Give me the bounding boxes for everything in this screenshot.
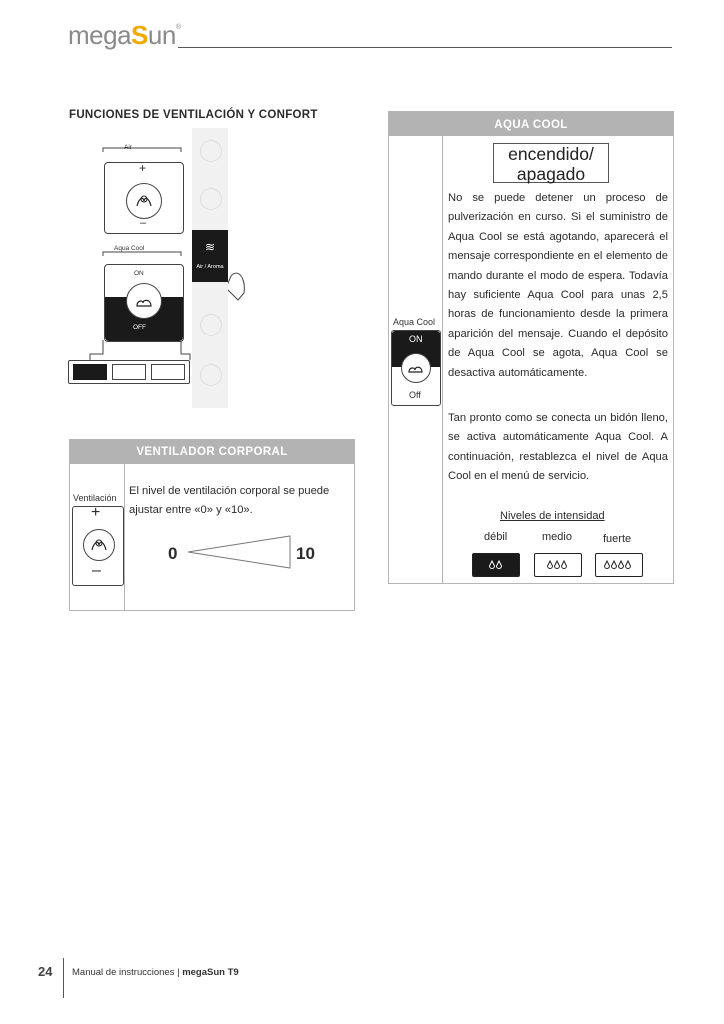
section-title: FUNCIONES DE VENTILACIÓN Y CONFORT	[69, 109, 318, 121]
ventilador-table	[69, 439, 355, 611]
ventilador-text: El nivel de ventilación corporal se puede ajustar entre «0» y «10».	[129, 485, 330, 517]
footer-product: megaSun T9	[182, 967, 239, 978]
level-mid-button[interactable]	[534, 553, 582, 577]
drops-icon	[603, 559, 635, 571]
aqua-cool-paragraph-1: No se puede detener un proceso de pulverización en curso. Si el suministro de Aqua Cool se está agotando, aparecerá el mensaje correspondiente en el elemento de mando durante el modo de espera. Todavía hay suficiente Aqua Cool para unas 2,5 horas de funcionamiento desde la primera aparición del mensaje. Cuando el depósito de Aqua Cool se agota, Aqua Cool se desactiva automáticamente.	[448, 192, 668, 379]
level-label-low: débil	[484, 531, 508, 543]
air-aroma-button[interactable]: ≋ Air / Aroma	[192, 230, 228, 282]
drops-icon	[486, 559, 506, 571]
air-minus-button[interactable]: –	[140, 217, 147, 229]
ventilation-range-wedge	[186, 534, 292, 570]
drops-icon	[545, 559, 571, 571]
ventilacion-plus-button[interactable]: +	[91, 504, 101, 521]
levels-title: Niveles de intensidad	[500, 510, 605, 522]
side-on-label: ON	[409, 334, 423, 344]
ventilador-header: VENTILADOR CORPORAL	[70, 440, 354, 464]
fan-icon	[133, 192, 155, 210]
aqua-cool-panel-label: Aqua Cool	[114, 245, 145, 252]
aqua-cool-side-label: Aqua Cool	[393, 317, 436, 327]
aqua-cool-header: AQUA COOL	[389, 112, 673, 136]
intensity-selector	[68, 360, 190, 384]
intensity-low-button[interactable]	[73, 364, 107, 380]
side-off-label: Off	[409, 390, 421, 400]
spray-icon	[134, 294, 154, 308]
air-label: Air	[124, 144, 132, 151]
spray-icon	[407, 362, 425, 374]
aqua-on-label: ON	[134, 270, 144, 277]
ventilacion-control	[72, 506, 124, 586]
footer-divider	[63, 958, 64, 998]
aqua-cool-knob[interactable]	[126, 283, 162, 319]
header-divider	[178, 47, 672, 48]
page-number: 24	[38, 964, 53, 979]
ventilacion-label: Ventilación	[73, 493, 117, 503]
footer-text: Manual de instrucciones | megaSun T9	[72, 967, 239, 978]
aqua-cool-table	[388, 111, 674, 584]
ventilacion-minus-button[interactable]: –	[92, 562, 101, 579]
aqua-cool-side-control	[391, 330, 441, 406]
control-panel-illustration	[66, 138, 262, 410]
fan-icon	[89, 537, 109, 553]
level-low-button[interactable]	[472, 553, 520, 577]
intensity-mid-button[interactable]	[112, 364, 146, 380]
aqua-off-label: OFF	[133, 324, 146, 331]
aqua-cool-control	[104, 264, 184, 342]
ventilador-max: 10	[296, 544, 315, 563]
brand-logo: megaSun®	[68, 20, 181, 50]
level-label-high: fuerte	[603, 533, 632, 545]
button-strip	[192, 128, 228, 408]
level-high-button[interactable]	[595, 553, 643, 577]
intensity-high-button[interactable]	[151, 364, 185, 380]
aqua-cool-paragraph-2: Tan pronto como se conecta un bidón lleno, se activa automáticamente Aqua Cool. A continuación, restablezca el nivel de Aqua Cool en el menú de servicio.	[448, 412, 668, 483]
ventilador-min: 0	[168, 544, 178, 563]
air-control	[104, 162, 184, 234]
air-fan-knob[interactable]	[126, 183, 162, 219]
side-aqua-knob[interactable]	[401, 353, 431, 383]
air-plus-button[interactable]: +	[139, 161, 147, 175]
aqua-cool-title: encendido/ apagado	[493, 143, 609, 183]
ventilacion-knob[interactable]	[83, 529, 115, 561]
level-label-mid: medio	[542, 531, 572, 543]
